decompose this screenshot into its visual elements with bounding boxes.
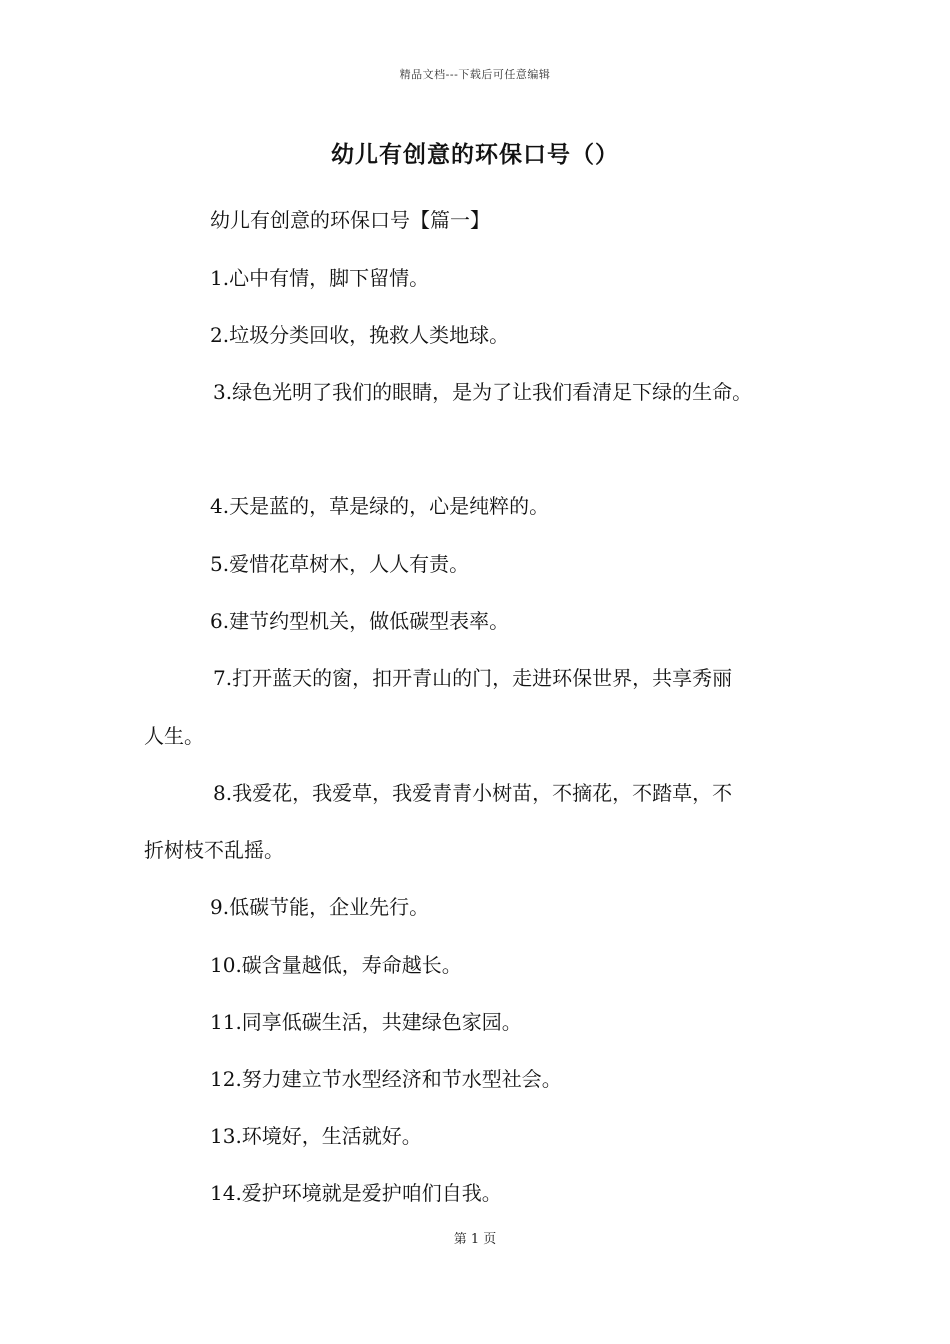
slogan-line: 12.努力建立节水型经济和节水型社会。 <box>210 1067 562 1091</box>
slogan-line: 10.碳含量越低，寿命越长。 <box>210 953 462 977</box>
document-title: 幼儿有创意的环保口号（） <box>331 141 619 168</box>
slogan-line-continuation: 人生。 <box>144 724 204 748</box>
slogan-line: 7.打开蓝天的窗，扣开青山的门，走进环保世界，共享秀丽 <box>213 666 733 690</box>
slogan-line-continuation: 折树枝不乱摇。 <box>144 838 284 862</box>
slogan-line: 8.我爱花，我爱草，我爱青青小树苗，不摘花，不踏草，不 <box>213 781 733 805</box>
section-heading: 幼儿有创意的环保口号【篇一】 <box>210 208 490 232</box>
slogan-line: 1.心中有情，脚下留情。 <box>210 266 430 290</box>
header-note: 精品文档---下载后可任意编辑 <box>399 68 551 81</box>
slogan-line: 11.同享低碳生活，共建绿色家园。 <box>210 1010 522 1034</box>
slogan-line: 6.建节约型机关，做低碳型表率。 <box>210 609 510 633</box>
slogan-line: 13.环境好，生活就好。 <box>210 1124 422 1148</box>
slogan-line: 5.爱惜花草树木，人人有责。 <box>210 552 470 576</box>
slogan-line: 2.垃圾分类回收，挽救人类地球。 <box>210 323 510 347</box>
slogan-line: 4.天是蓝的，草是绿的，心是纯粹的。 <box>210 494 550 518</box>
slogan-line: 9.低碳节能，企业先行。 <box>210 895 430 919</box>
slogan-line: 14.爱护环境就是爱护咱们自我。 <box>210 1181 502 1205</box>
slogan-line: 3.绿色光明了我们的眼睛，是为了让我们看清足下绿的生命。 <box>213 380 753 404</box>
page-number: 第 1 页 <box>453 1232 497 1247</box>
